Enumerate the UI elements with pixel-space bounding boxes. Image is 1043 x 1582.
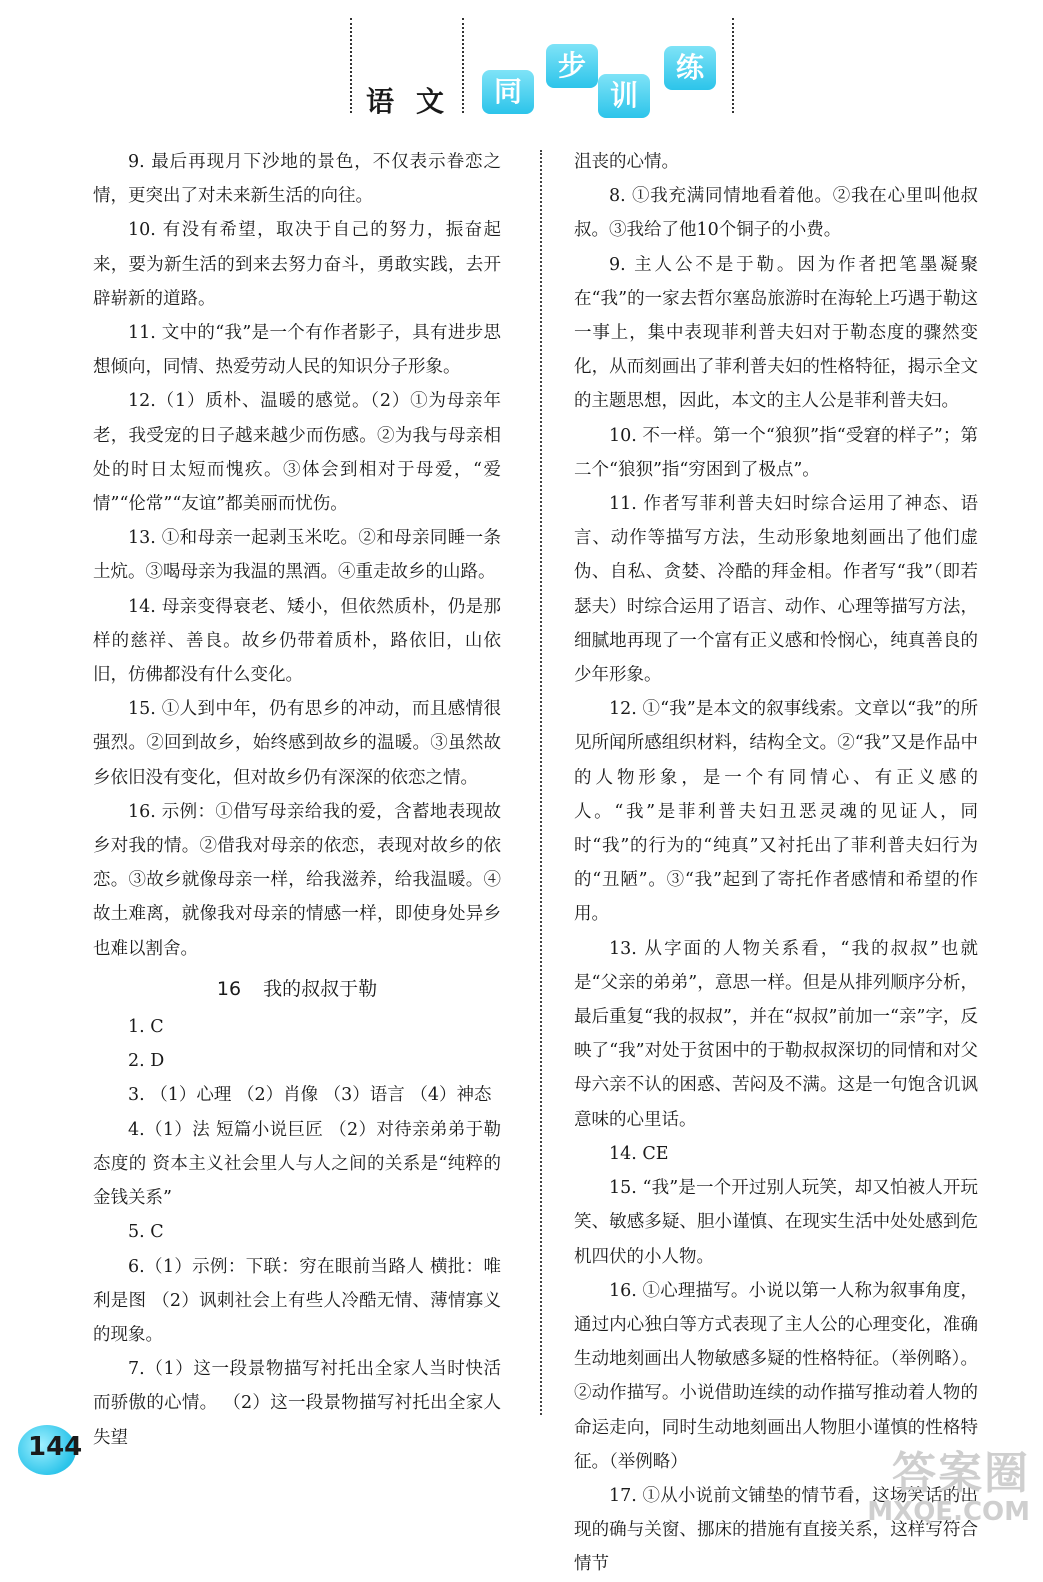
watermark-line1: 答案圈 [892,1448,1030,1499]
answer-paragraph: 12.（1）质朴、温暖的感觉。（2）①为母亲年老，我受宠的日子越来越少而伤感。②为我与母亲相处的时日太短而愧疚。③体会到相对于母爱，“爱情”“伦常”“友谊”都美丽而忧伤。 [93,391,501,515]
right-column [574,145,978,1582]
answer-paragraph: 9. 最后再现月下沙地的景色，不仅表示眷恋之情，更突出了对未来新生活的向往。 [93,152,501,207]
answer-paragraph: 9. 主人公不是于勒。因为作者把笔墨凝聚在“我”的一家去哲尔塞岛旅游时在海轮上巧遇于勒这一事上，集中表现菲利普夫妇对于勒态度的骤然变化，从而刻画出了菲利普夫妇的性格特征，揭示全文的主题思想，因此，本文的主人公是菲利普夫妇。 [574,254,978,412]
answer-paragraph: 3. （1）心理 （2）肖像 （3）语言 （4）神态 [128,1085,492,1106]
answer-paragraph: 17. ①从小说前文铺垫的情节看，这场笑话的出现的确与关窗、挪床的措施有直接关系，这样写符合情节 [574,1485,978,1575]
answer-paragraph: 6.（1）示例：下联：穷在眼前当路人 横批：唯利是图 （2）讽刺社会上有些人冷酷无情、薄情寡义的现象。 [93,1256,501,1345]
section-title-text: 我的叔叔于勒 [263,977,378,1000]
answer-paragraph: 11. 文中的“我”是一个有作者影子，具有进步思想倾向，同情、热爱劳动人民的知识分子形象。 [93,323,501,378]
answer-paragraph: 14. CE [609,1143,669,1164]
title-badge-bu: 步 [546,44,598,88]
answer-paragraph: 1. C [128,1017,164,1038]
answer-paragraph: 5. C [128,1222,164,1243]
answer-paragraph: 12. ①“我”是本文的叙事线索。文章以“我”的所见所闻所感组织材料，结构全文。②“我”又是作品中的人物形象，是一个有同情心、有正义感的人。“我”是菲利普夫妇丑恶灵魂的见证人，同时“我”的行为的“纯真”又衬托出了菲利普夫妇行为的“丑陋”。③“我”起到了寄托作者感情和希望的作用。 [574,699,978,925]
answer-continuation: 沮丧的心情。 [574,152,679,172]
section-title [93,972,501,1006]
title-badge-xun: 训 [598,74,650,118]
answer-paragraph: 4.（1）法 短篇小说巨匠 （2）对待亲弟弟于勒态度的 资本主义社会里人与人之间的关系是“纯粹的金钱关系” [93,1119,501,1209]
title-badge-lian: 练 [664,46,716,90]
answer-paragraph: 11. 作者写菲利普夫妇时综合运用了神态、语言、动作等描写方法，生动形象地刻画出了他们虚伪、自私、贪婪、冷酷的拜金相。作者写“我”（即若瑟夫）时综合运用了语言、动作、心理等描写方法，细腻地再现了一个富有正义感和怜悯心，纯真善良的少年形象。 [574,494,978,686]
subject-char-2: 文 [416,85,445,118]
answer-paragraph: 13. ①和母亲一起剥玉米吃。②和母亲同睡一条土炕。③喝母亲为我温的黑酒。④重走故乡的山路。 [93,528,501,583]
answer-paragraph: 14. 母亲变得衰老、矮小，但依然质朴，仍是那样的慈祥、善良。故乡仍带着质朴，路依旧，山依旧，仿佛都没有什么变化。 [93,596,501,686]
column-divider [540,150,542,1415]
header-divider-right [462,18,464,113]
answer-paragraph: 2. D [128,1051,165,1072]
page-number: 144 [28,1432,83,1462]
answer-paragraph: 15. “我”是一个开过别人玩笑，却又怕被人开玩笑、敏感多疑、胆小谨慎、在现实生活中处处感到危机四伏的小人物。 [574,1178,978,1267]
header-divider-left [350,18,352,113]
watermark-line2: MXQE.COM [867,1497,1030,1527]
answer-paragraph: 8. ①我充满同情地看着他。②我在心里叫他叔叔。③我给了他10个铜子的小费。 [574,186,978,241]
answer-paragraph: 10. 有没有希望，取决于自己的努力，振奋起来，要为新生活的到来去努力奋斗，勇敢实践，去开辟崭新的道路。 [93,220,501,309]
answer-paragraph: 7.（1）这一段景物描写衬托出全家人当时快活而骄傲的心情。 （2）这一段景物描写衬托出全家人失望 [93,1359,501,1448]
answer-paragraph: 16. ①心理描写。小说以第一人称为叙事角度，通过内心独白等方式表现了主人公的心理变化，准确生动地刻画出人物敏感多疑的性格特征。（举例略）。②动作描写。小说借助连续的动作描写推动着人物的命运走向，同时生动地刻画出人物胆小谨慎的性格特征。（举例略） [574,1280,978,1472]
title-badge-tong: 同 [482,70,534,114]
section-number: 16 [216,977,242,1000]
answer-paragraph: 10. 不一样。第一个“狼狈”指“受窘的样子”；第二个“狼狈”指“穷困到了极点”。 [574,425,978,480]
subject-char-1: 语 [366,85,395,118]
watermark-logo [860,1450,1030,1530]
answer-paragraph: 15. ①人到中年，仍有思乡的冲动，而且感情很强烈。②回到故乡，始终感到故乡的温暖。③虽然故乡依旧没有变化，但对故乡仍有深深的依恋之情。 [93,699,501,788]
answer-paragraph: 16. 示例：①借写母亲给我的爱，含蓄地表现故乡对我的情。②借我对母亲的依恋，表现对故乡的依恋。③故乡就像母亲一样，给我滋养，给我温暖。④故土难离，就像我对母亲的情感一样，即使身处异乡也难以割舍。 [93,801,501,959]
page-header [0,0,1043,140]
header-divider-far-right [732,18,734,113]
answer-paragraph: 13. 从字面的人物关系看，“我的叔叔”也就是“父亲的弟弟”，意思一样。但是从排列顺序分析，最后重复“我的叔叔”，并在“叔叔”前加一“亲”字，反映了“我”对处于贫困中的于勒叔叔深切的同情和对父母六亲不认的困惑、苦闷及不满。这是一句饱含讥讽意味的心里话。 [574,938,978,1130]
left-column [93,145,501,1455]
